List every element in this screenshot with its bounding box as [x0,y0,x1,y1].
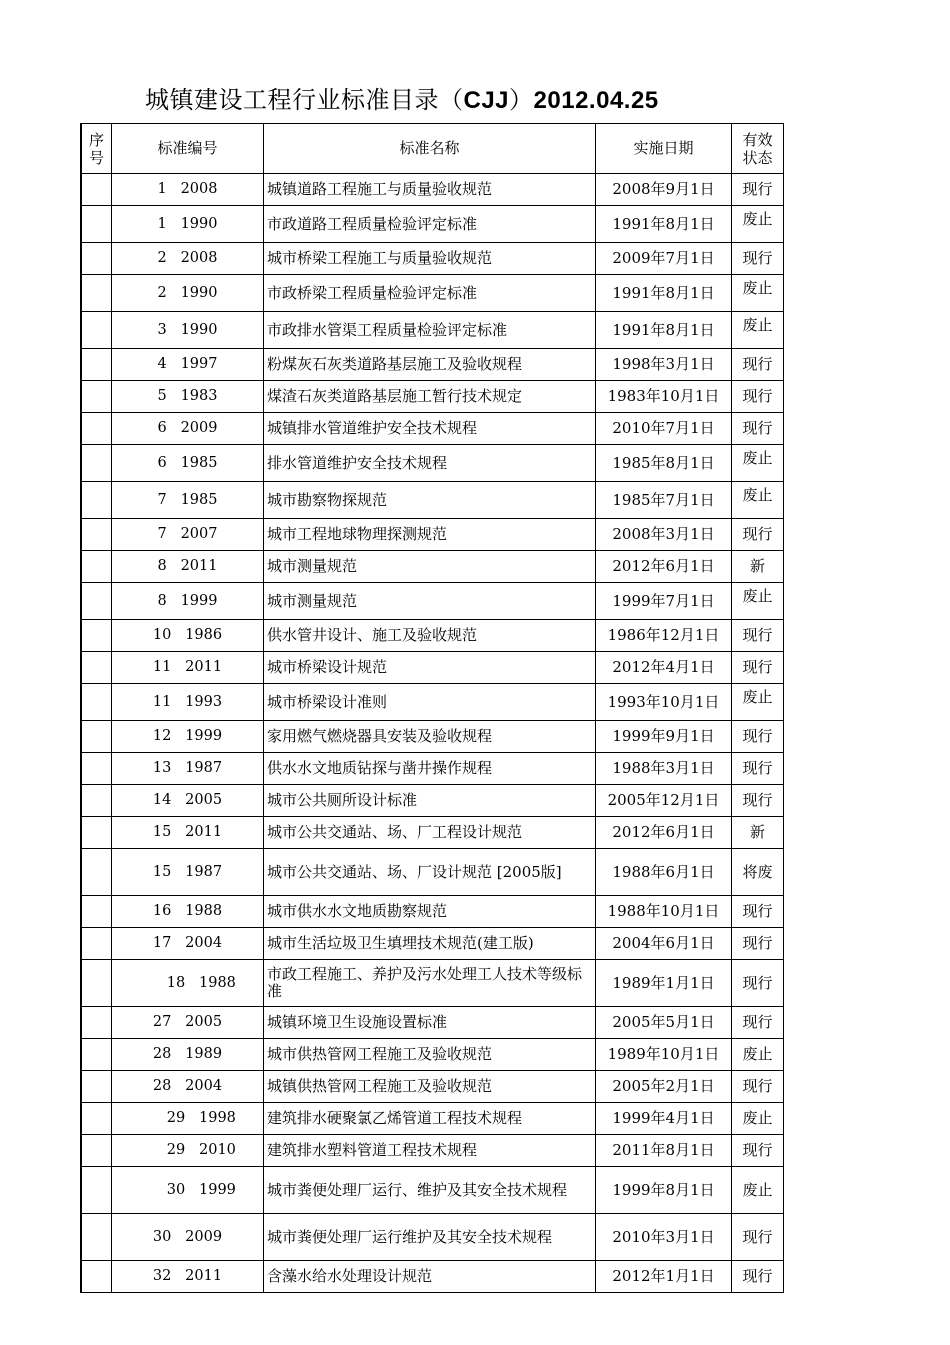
status-cell: 现行 [732,243,784,275]
effective-date-cell: 1999年9月1日 [596,721,732,753]
status-cell: 现行 [732,1071,784,1103]
status-cell: 废止 [732,1103,784,1135]
table-row [81,1007,784,1039]
standard-code-cell: 2 2008 [112,243,264,275]
effective-date-cell: 2005年12月1日 [596,785,732,817]
table-row [81,1135,784,1167]
table-row [81,583,784,620]
table-row [81,1039,784,1071]
standard-code-cell: 11 1993 [112,684,264,721]
header-state [732,124,784,174]
standard-code-cell: 15 2011 [112,817,264,849]
standard-name-cell: 含藻水给水处理设计规范 [264,1261,596,1293]
table-row [81,1261,784,1293]
table-row [81,381,784,413]
seq-cell [81,583,112,620]
seq-cell [81,349,112,381]
standard-name-cell: 城镇排水管道维护安全技术规程 [264,413,596,445]
effective-date-cell: 2012年6月1日 [596,551,732,583]
effective-date-cell: 2012年6月1日 [596,817,732,849]
status-cell: 现行 [732,652,784,684]
standard-code-cell: 15 1987 [112,849,264,896]
title-suffix: ） [509,86,534,114]
status-cell: 现行 [732,785,784,817]
standards-table [80,123,784,1293]
table-row [81,312,784,349]
page-title [145,80,659,115]
table-row [81,817,784,849]
effective-date-cell: 2008年9月1日 [596,174,732,206]
effective-date-cell: 1989年10月1日 [596,1039,732,1071]
standard-name-cell: 城市粪便处理厂运行维护及其安全技术规程 [264,1214,596,1261]
header-name: 标准名称 [264,124,596,174]
standard-code-cell: 6 1985 [112,445,264,482]
status-cell: 废止 [732,482,784,519]
seq-cell [81,1071,112,1103]
effective-date-cell: 1986年12月1日 [596,620,732,652]
status-cell: 现行 [732,896,784,928]
standard-code-cell: 13 1987 [112,753,264,785]
standard-code-cell: 29 1998 [112,1103,264,1135]
seq-cell [81,1261,112,1293]
table-row [81,753,784,785]
title-date: 2012.04.25 [533,87,659,114]
seq-cell [81,896,112,928]
table-row [81,1167,784,1214]
status-cell: 现行 [732,413,784,445]
header-seq-line1: 序 [88,130,104,149]
effective-date-cell: 1985年8月1日 [596,445,732,482]
header-state-line2: 状态 [742,148,773,167]
standard-name-cell: 城市公共交通站、场、厂工程设计规范 [264,817,596,849]
effective-date-cell: 1988年10月1日 [596,896,732,928]
seq-cell [81,849,112,896]
table-header-row [81,124,784,174]
seq-cell [81,206,112,243]
standard-code-cell: 30 1999 [112,1167,264,1214]
standard-code-cell: 8 1999 [112,583,264,620]
table-row [81,206,784,243]
table-row [81,652,784,684]
status-cell: 现行 [732,381,784,413]
status-cell: 将废 [732,849,784,896]
title-prefix: 城镇建设工程行业标准目录（ [145,86,464,114]
standard-name-cell: 城市桥梁设计规范 [264,652,596,684]
table-row [81,174,784,206]
standard-name-cell: 城市测量规范 [264,583,596,620]
standard-name-cell: 城市桥梁设计准则 [264,684,596,721]
status-cell: 现行 [732,753,784,785]
seq-cell [81,817,112,849]
standard-name-cell: 市政排水管渠工程质量检验评定标准 [264,312,596,349]
standard-code-cell: 32 2011 [112,1261,264,1293]
seq-cell [81,928,112,960]
seq-cell [81,413,112,445]
standard-code-cell: 3 1990 [112,312,264,349]
seq-cell [81,721,112,753]
effective-date-cell: 1993年10月1日 [596,684,732,721]
effective-date-cell: 1991年8月1日 [596,275,732,312]
effective-date-cell: 1991年8月1日 [596,206,732,243]
status-cell: 新 [732,817,784,849]
status-cell: 现行 [732,349,784,381]
seq-cell [81,1007,112,1039]
standard-name-cell: 市政桥梁工程质量检验评定标准 [264,275,596,312]
standard-name-cell: 城市供水水文地质勘察规范 [264,896,596,928]
seq-cell [81,275,112,312]
table-row [81,849,784,896]
standard-code-cell: 10 1986 [112,620,264,652]
table-row [81,519,784,551]
effective-date-cell: 1989年1月1日 [596,960,732,1007]
status-cell: 废止 [732,1167,784,1214]
seq-cell [81,1039,112,1071]
standard-code-cell: 14 2005 [112,785,264,817]
table-row [81,482,784,519]
effective-date-cell: 1983年10月1日 [596,381,732,413]
table-row [81,445,784,482]
seq-cell [81,482,112,519]
standard-name-cell: 供水水文地质钻探与凿井操作规程 [264,753,596,785]
seq-cell [81,519,112,551]
effective-date-cell: 2010年3月1日 [596,1214,732,1261]
standard-code-cell: 29 2010 [112,1135,264,1167]
status-cell: 废止 [732,684,784,721]
seq-cell [81,445,112,482]
status-cell: 废止 [732,312,784,349]
effective-date-cell: 2012年1月1日 [596,1261,732,1293]
effective-date-cell: 2009年7月1日 [596,243,732,275]
table-row [81,243,784,275]
header-date: 实施日期 [596,124,732,174]
standard-name-cell: 建筑排水塑料管道工程技术规程 [264,1135,596,1167]
standard-name-cell: 城镇供热管网工程施工及验收规范 [264,1071,596,1103]
seq-cell [81,243,112,275]
status-cell: 废止 [732,445,784,482]
table-row [81,785,784,817]
standard-name-cell: 城市供热管网工程施工及验收规范 [264,1039,596,1071]
effective-date-cell: 1991年8月1日 [596,312,732,349]
status-cell: 废止 [732,206,784,243]
header-code: 标准编号 [112,124,264,174]
standard-name-cell: 城市工程地球物理探测规范 [264,519,596,551]
seq-cell [81,1135,112,1167]
status-cell: 废止 [732,275,784,312]
effective-date-cell: 2010年7月1日 [596,413,732,445]
seq-cell [81,785,112,817]
status-cell: 现行 [732,1214,784,1261]
standard-code-cell: 7 2007 [112,519,264,551]
status-cell: 废止 [732,583,784,620]
effective-date-cell: 2012年4月1日 [596,652,732,684]
standard-code-cell: 17 2004 [112,928,264,960]
effective-date-cell: 2011年8月1日 [596,1135,732,1167]
standard-code-cell: 7 1985 [112,482,264,519]
status-cell: 新 [732,551,784,583]
table-row [81,928,784,960]
effective-date-cell: 2005年5月1日 [596,1007,732,1039]
table-row [81,1214,784,1261]
standard-name-cell: 城市测量规范 [264,551,596,583]
status-cell: 现行 [732,960,784,1007]
header-seq-line2: 号 [88,148,104,167]
status-cell: 废止 [732,1039,784,1071]
standard-name-cell: 城市桥梁工程施工与质量验收规范 [264,243,596,275]
status-cell: 现行 [732,174,784,206]
table-row [81,721,784,753]
seq-cell [81,174,112,206]
seq-cell [81,1214,112,1261]
standard-code-cell: 28 2004 [112,1071,264,1103]
standard-code-cell: 6 2009 [112,413,264,445]
status-cell: 现行 [732,1007,784,1039]
seq-cell [81,652,112,684]
standard-code-cell: 27 2005 [112,1007,264,1039]
effective-date-cell: 1999年8月1日 [596,1167,732,1214]
seq-cell [81,381,112,413]
status-cell: 现行 [732,620,784,652]
effective-date-cell: 2005年2月1日 [596,1071,732,1103]
status-cell: 现行 [732,1135,784,1167]
standard-code-cell: 8 2011 [112,551,264,583]
standard-name-cell: 排水管道维护安全技术规程 [264,445,596,482]
seq-cell [81,684,112,721]
standard-code-cell: 4 1997 [112,349,264,381]
standard-name-cell: 粉煤灰石灰类道路基层施工及验收规程 [264,349,596,381]
standard-code-cell: 2 1990 [112,275,264,312]
standard-code-cell: 1 2008 [112,174,264,206]
seq-cell [81,620,112,652]
table-row [81,684,784,721]
table-row [81,1071,784,1103]
standard-name-cell: 城市生活垃圾卫生填埋技术规范(建工版) [264,928,596,960]
standard-name-cell: 市政工程施工、养护及污水处理工人技术等级标准 [264,960,596,1007]
seq-cell [81,551,112,583]
standard-code-cell: 16 1988 [112,896,264,928]
table-row [81,349,784,381]
standard-code-cell: 5 1983 [112,381,264,413]
standard-code-cell: 12 1999 [112,721,264,753]
standard-code-cell: 30 2009 [112,1214,264,1261]
table-row [81,551,784,583]
effective-date-cell: 1988年6月1日 [596,849,732,896]
table-body [81,174,784,1293]
status-cell: 现行 [732,928,784,960]
header-seq [81,124,112,174]
effective-date-cell: 2008年3月1日 [596,519,732,551]
status-cell: 现行 [732,519,784,551]
header-state-line1: 有效 [742,130,773,149]
table-row [81,275,784,312]
standard-name-cell: 家用燃气燃烧器具安装及验收规程 [264,721,596,753]
standard-name-cell: 城市公共厕所设计标准 [264,785,596,817]
standard-name-cell: 城市粪便处理厂运行、维护及其安全技术规程 [264,1167,596,1214]
standard-name-cell: 市政道路工程质量检验评定标准 [264,206,596,243]
seq-cell [81,1103,112,1135]
standard-name-cell: 城市公共交通站、场、厂设计规范 [2005版] [264,849,596,896]
table-row [81,620,784,652]
seq-cell [81,1167,112,1214]
seq-cell [81,960,112,1007]
standard-name-cell: 建筑排水硬聚氯乙烯管道工程技术规程 [264,1103,596,1135]
effective-date-cell: 1999年7月1日 [596,583,732,620]
seq-cell [81,312,112,349]
effective-date-cell: 1998年3月1日 [596,349,732,381]
table-row [81,960,784,1007]
table-row [81,896,784,928]
seq-cell [81,753,112,785]
effective-date-cell: 1988年3月1日 [596,753,732,785]
table-row [81,1103,784,1135]
effective-date-cell: 1985年7月1日 [596,482,732,519]
status-cell: 现行 [732,721,784,753]
standard-name-cell: 城市勘察物探规范 [264,482,596,519]
standard-name-cell: 城镇环境卫生设施设置标准 [264,1007,596,1039]
status-cell: 现行 [732,1261,784,1293]
effective-date-cell: 2004年6月1日 [596,928,732,960]
standard-code-cell: 28 1989 [112,1039,264,1071]
standard-name-cell: 煤渣石灰类道路基层施工暂行技术规定 [264,381,596,413]
standard-code-cell: 18 1988 [112,960,264,1007]
standard-name-cell: 城镇道路工程施工与质量验收规范 [264,174,596,206]
standard-code-cell: 1 1990 [112,206,264,243]
standard-name-cell: 供水管井设计、施工及验收规范 [264,620,596,652]
title-code: CJJ [463,87,510,114]
effective-date-cell: 1999年4月1日 [596,1103,732,1135]
table-row [81,413,784,445]
standard-code-cell: 11 2011 [112,652,264,684]
